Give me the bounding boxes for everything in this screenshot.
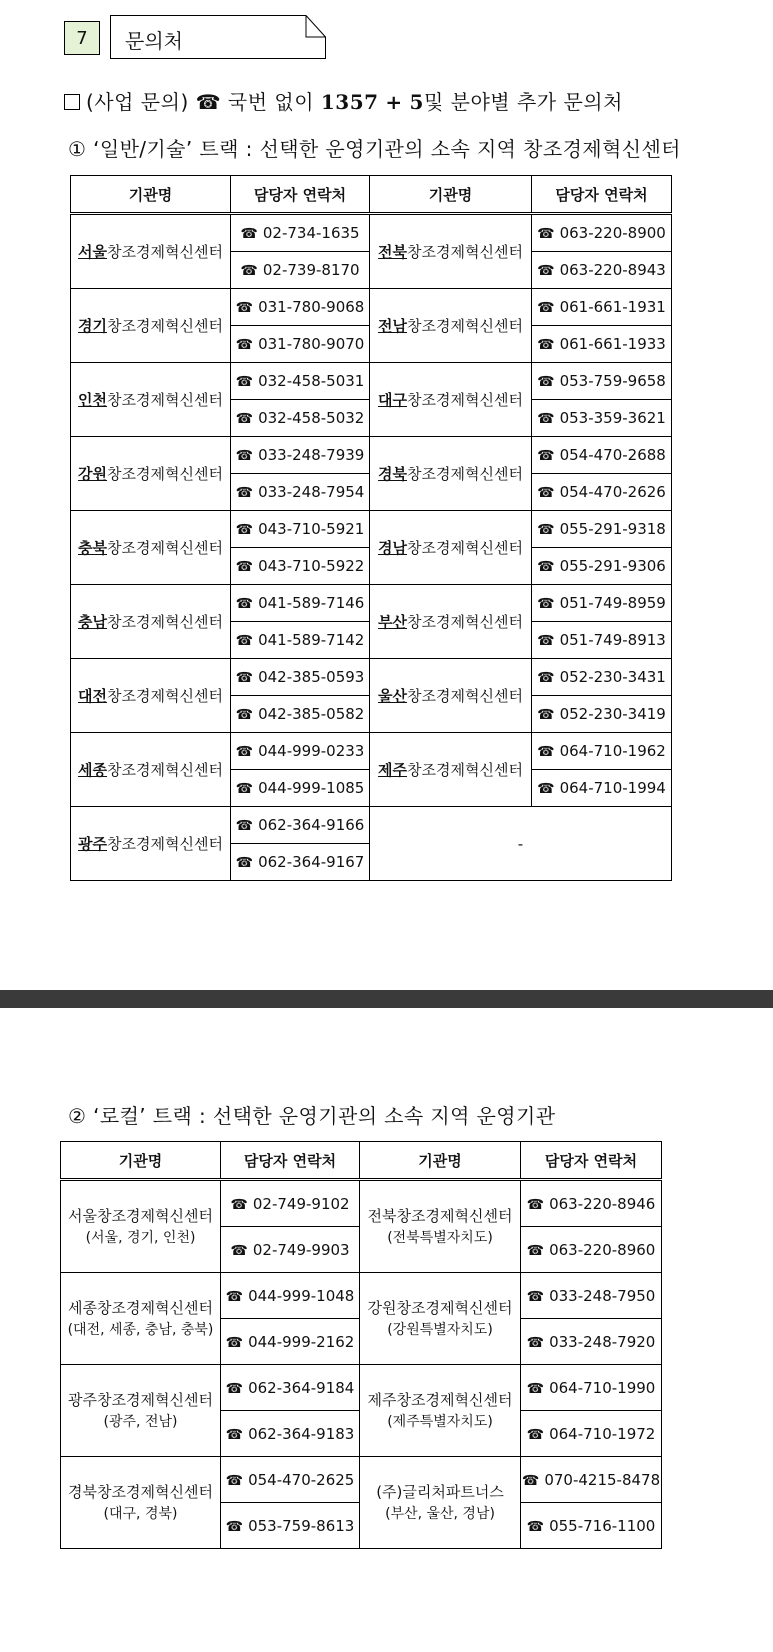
inquiry-text-after: 및 분야별 추가 문의처 xyxy=(423,90,623,114)
phone-number: 062-364-9167 xyxy=(258,853,365,871)
org-name-cell xyxy=(71,807,231,881)
telephone-icon: ☎ xyxy=(225,1518,244,1535)
contact-phone-cell xyxy=(221,1411,360,1457)
table-row xyxy=(71,733,672,770)
telephone-icon: ☎ xyxy=(537,411,555,427)
contact-phone-cell xyxy=(532,585,672,622)
org-suffix: 창조경제혁신센터 xyxy=(107,687,223,705)
phone-number: 031-780-9070 xyxy=(258,335,365,353)
telephone-icon: ☎ xyxy=(230,1196,248,1213)
section-title-box xyxy=(110,15,326,59)
org-suffix: 창조경제혁신센터 xyxy=(107,835,223,853)
contact-phone-cell xyxy=(231,585,370,622)
org-name-cell xyxy=(71,733,231,807)
inquiry-line xyxy=(64,86,623,115)
org-suffix: 창조경제혁신센터 xyxy=(407,243,523,261)
phone-number: 054-470-2688 xyxy=(559,446,666,464)
org-region: 제주 xyxy=(378,761,408,779)
org-name-cell xyxy=(360,1273,521,1365)
phone-number: 064-710-1962 xyxy=(559,742,666,760)
table-row xyxy=(71,363,672,400)
org-suffix: 창조경제혁신센터 xyxy=(407,465,523,483)
org-suffix: 창조경제혁신센터 xyxy=(107,465,223,483)
phone-number: 053-759-8613 xyxy=(248,1516,355,1535)
telephone-icon: ☎ xyxy=(537,670,555,686)
telephone-icon: ☎ xyxy=(537,300,555,316)
phone-number: 062-364-9166 xyxy=(258,816,365,834)
telephone-icon: ☎ xyxy=(537,485,555,501)
org-name-cell xyxy=(370,511,532,585)
header-org-name: 기관명 xyxy=(360,1142,521,1180)
phone-number: 042-385-0593 xyxy=(258,668,365,686)
contact-phone-cell xyxy=(532,770,672,807)
phone-number: 063-220-8946 xyxy=(549,1194,656,1213)
contact-phone-cell xyxy=(231,289,370,326)
inquiry-plus: + xyxy=(385,90,403,114)
phone-number: 052-230-3431 xyxy=(559,668,666,686)
telephone-icon: ☎ xyxy=(235,522,254,538)
phone-number: 02-734-1635 xyxy=(262,224,360,242)
phone-number: 033-248-7950 xyxy=(549,1286,656,1305)
org-name-cell xyxy=(61,1457,221,1549)
org-region: 경남 xyxy=(378,539,408,557)
phone-number: 042-385-0582 xyxy=(258,705,365,723)
org-region: 강원 xyxy=(78,465,108,483)
header-contact: 담당자 연락처 xyxy=(221,1142,360,1180)
telephone-icon: ☎ xyxy=(235,818,254,834)
org-name-cell xyxy=(61,1273,221,1365)
table-row xyxy=(71,289,672,326)
telephone-icon: ☎ xyxy=(537,374,555,390)
header-org-name: 기관명 xyxy=(370,176,532,214)
telephone-icon: ☎ xyxy=(537,559,555,575)
telephone-icon: ☎ xyxy=(235,374,254,390)
contact-phone-cell xyxy=(532,437,672,474)
phone-number: 043-710-5922 xyxy=(258,557,365,575)
telephone-icon: ☎ xyxy=(235,300,254,316)
org-coverage-region: (제주특별자치도) xyxy=(387,1413,493,1430)
telephone-icon: ☎ xyxy=(537,596,555,612)
phone-number: 032-458-5031 xyxy=(258,372,365,390)
contact-phone-cell xyxy=(231,437,370,474)
contact-phone-cell xyxy=(221,1227,360,1273)
contact-phone-cell xyxy=(231,474,370,511)
phone-number: 064-710-1994 xyxy=(559,779,666,797)
table-row xyxy=(61,1273,662,1319)
phone-number: 063-220-8943 xyxy=(559,261,666,279)
phone-number: 043-710-5921 xyxy=(258,520,365,538)
org-region: 울산 xyxy=(378,687,408,705)
contact-phone-cell xyxy=(532,474,672,511)
page-separator xyxy=(0,990,773,1008)
telephone-icon: ☎ xyxy=(225,1288,244,1305)
contact-phone-cell xyxy=(231,659,370,696)
table-row xyxy=(61,1365,662,1411)
telephone-icon: ☎ xyxy=(235,448,254,464)
telephone-icon: ☎ xyxy=(526,1380,545,1397)
telephone-icon: ☎ xyxy=(235,411,254,427)
phone-number: 041-589-7142 xyxy=(258,631,365,649)
org-name: 세종창조경제혁신센터 xyxy=(68,1298,213,1317)
org-region: 전북 xyxy=(378,243,408,261)
org-coverage-region: (부산, 울산, 경남) xyxy=(385,1505,495,1522)
phone-number: 02-749-9903 xyxy=(252,1240,350,1259)
telephone-icon: ☎ xyxy=(537,707,555,723)
contact-phone-cell xyxy=(521,1273,662,1319)
contact-phone-cell xyxy=(231,511,370,548)
contact-phone-cell xyxy=(231,770,370,807)
org-name-cell xyxy=(61,1180,221,1273)
phone-number: 055-291-9318 xyxy=(559,520,666,538)
telephone-icon: ☎ xyxy=(225,1380,244,1397)
org-name-cell xyxy=(71,585,231,659)
org-name: (주)글리처파트너스 xyxy=(376,1482,504,1501)
phone-number: 061-661-1931 xyxy=(559,298,666,316)
table-row xyxy=(71,659,672,696)
telephone-icon: ☎ xyxy=(526,1518,545,1535)
phone-number: 054-470-2626 xyxy=(559,483,666,501)
contact-phone-cell xyxy=(231,548,370,585)
org-suffix: 창조경제혁신센터 xyxy=(407,317,523,335)
phone-number: 062-364-9183 xyxy=(248,1424,355,1443)
contact-phone-cell xyxy=(521,1503,662,1549)
org-region: 충북 xyxy=(78,539,108,557)
telephone-icon: ☎ xyxy=(235,559,254,575)
org-name-cell xyxy=(370,733,532,807)
org-name: 광주창조경제혁신센터 xyxy=(68,1390,213,1409)
org-suffix: 창조경제혁신센터 xyxy=(407,391,523,409)
org-name-cell xyxy=(370,585,532,659)
contact-phone-cell xyxy=(521,1411,662,1457)
contact-phone-cell xyxy=(521,1319,662,1365)
org-name-cell xyxy=(370,214,532,289)
table-row xyxy=(71,214,672,252)
phone-number: 033-248-7920 xyxy=(549,1332,656,1351)
phone-number: 062-364-9184 xyxy=(248,1378,355,1397)
org-name-cell xyxy=(370,659,532,733)
contact-phone-cell xyxy=(532,252,672,289)
phone-number: 052-230-3419 xyxy=(559,705,666,723)
telephone-icon: ☎ xyxy=(526,1196,545,1213)
contact-phone-cell xyxy=(532,289,672,326)
phone-number: 044-999-2162 xyxy=(248,1332,355,1351)
table-row xyxy=(61,1180,662,1227)
contact-phone-cell xyxy=(231,622,370,659)
track2-contact-table xyxy=(60,1141,662,1549)
org-coverage-region: (서울, 경기, 인천) xyxy=(85,1229,196,1246)
header-org-name: 기관명 xyxy=(71,176,231,214)
phone-number: 055-716-1100 xyxy=(549,1516,656,1535)
contact-phone-cell xyxy=(532,326,672,363)
phone-number: 051-749-8959 xyxy=(559,594,666,612)
phone-number: 033-248-7954 xyxy=(258,483,365,501)
org-suffix: 창조경제혁신센터 xyxy=(107,761,223,779)
phone-number: 061-661-1933 xyxy=(559,335,666,353)
phone-number: 064-710-1990 xyxy=(549,1378,656,1397)
contact-phone-cell xyxy=(231,844,370,881)
org-coverage-region: (전북특별자치도) xyxy=(387,1229,493,1246)
org-region: 인천 xyxy=(78,391,108,409)
phone-number: 031-780-9068 xyxy=(258,298,365,316)
org-name-cell xyxy=(71,659,231,733)
org-name-cell xyxy=(71,511,231,585)
phone-number: 032-458-5032 xyxy=(258,409,365,427)
telephone-icon: ☎ xyxy=(235,744,254,760)
org-region: 대구 xyxy=(378,391,408,409)
org-region: 광주 xyxy=(78,835,108,853)
inquiry-prefix: (사업 문의) xyxy=(86,90,189,114)
contact-phone-cell xyxy=(231,400,370,437)
telephone-icon: ☎ xyxy=(537,226,555,242)
contact-phone-cell xyxy=(532,733,672,770)
inquiry-number-1357: 1357 xyxy=(320,90,379,114)
phone-number: 063-220-8960 xyxy=(549,1240,656,1259)
org-coverage-region: (강원특별자치도) xyxy=(387,1321,493,1338)
contact-phone-cell xyxy=(532,400,672,437)
org-region: 전남 xyxy=(378,317,408,335)
contact-phone-cell xyxy=(521,1457,662,1503)
telephone-icon: ☎ xyxy=(526,1426,545,1443)
header-contact: 담당자 연락처 xyxy=(231,176,370,214)
org-name: 제주창조경제혁신센터 xyxy=(367,1390,513,1409)
contact-phone-cell xyxy=(231,363,370,400)
telephone-icon: ☎ xyxy=(537,744,555,760)
contact-phone-cell xyxy=(231,252,370,289)
telephone-icon: ☎ xyxy=(526,1334,545,1351)
section-number: 7 xyxy=(64,21,100,55)
telephone-icon: ☎ xyxy=(521,1472,540,1489)
telephone-icon: ☎ xyxy=(235,781,254,797)
contact-phone-cell xyxy=(221,1273,360,1319)
org-name: 경북창조경제혁신센터 xyxy=(68,1482,213,1501)
contact-phone-cell xyxy=(532,659,672,696)
telephone-icon: ☎ xyxy=(235,855,254,871)
org-name-cell xyxy=(370,363,532,437)
contact-phone-cell xyxy=(231,214,370,252)
org-name-cell xyxy=(71,363,231,437)
phone-number: 044-999-1085 xyxy=(258,779,365,797)
org-suffix: 창조경제혁신센터 xyxy=(107,539,223,557)
telephone-icon: ☎ xyxy=(225,1426,244,1443)
telephone-icon: ☎ xyxy=(235,485,254,501)
table-row xyxy=(71,437,672,474)
telephone-icon: ☎ xyxy=(235,337,254,353)
org-suffix: 창조경제혁신센터 xyxy=(407,613,523,631)
contact-phone-cell xyxy=(521,1365,662,1411)
org-suffix: 창조경제혁신센터 xyxy=(407,761,523,779)
phone-number: 033-248-7939 xyxy=(258,446,365,464)
org-region: 세종 xyxy=(78,761,108,779)
contact-phone-cell xyxy=(521,1227,662,1273)
telephone-icon: ☎ xyxy=(235,596,254,612)
contact-phone-cell xyxy=(532,696,672,733)
telephone-icon: ☎ xyxy=(537,448,555,464)
org-coverage-region: (대구, 경북) xyxy=(103,1505,178,1522)
org-name: 서울창조경제혁신센터 xyxy=(68,1206,213,1225)
contact-phone-cell xyxy=(231,326,370,363)
org-name-cell xyxy=(360,1365,521,1457)
telephone-icon: ☎ xyxy=(526,1288,545,1305)
phone-number: 054-470-2625 xyxy=(248,1470,355,1489)
phone-number: 055-291-9306 xyxy=(559,557,666,575)
phone-number: 02-739-8170 xyxy=(262,261,360,279)
contact-phone-cell xyxy=(231,807,370,844)
org-region: 충남 xyxy=(78,613,108,631)
org-region: 경북 xyxy=(378,465,408,483)
phone-number: 064-710-1972 xyxy=(549,1424,656,1443)
track2-title: ② ‘로컬’ 트랙 : 선택한 운영기관의 소속 지역 운영기관 xyxy=(68,1104,556,1128)
org-suffix: 창조경제혁신센터 xyxy=(407,539,523,557)
org-region: 서울 xyxy=(78,243,108,261)
org-coverage-region: (대전, 세종, 충남, 충북) xyxy=(67,1321,214,1338)
org-name-cell xyxy=(370,289,532,363)
phone-number: 070-4215-8478 xyxy=(544,1470,661,1489)
org-name-cell xyxy=(71,289,231,363)
phone-number: 053-759-9658 xyxy=(559,372,666,390)
contact-phone-cell xyxy=(231,696,370,733)
section-title: 문의처 xyxy=(125,29,183,53)
contact-phone-cell xyxy=(221,1457,360,1503)
phone-number: 063-220-8900 xyxy=(559,224,666,242)
telephone-icon: ☎ xyxy=(537,522,555,538)
org-name-cell xyxy=(370,437,532,511)
telephone-icon: ☎ xyxy=(240,226,258,242)
org-region: 경기 xyxy=(78,317,108,335)
org-name: 강원창조경제혁신센터 xyxy=(367,1298,513,1317)
org-name-cell xyxy=(360,1180,521,1273)
table-row xyxy=(71,807,672,844)
phone-number: 041-589-7146 xyxy=(258,594,365,612)
header-contact: 담당자 연락처 xyxy=(521,1142,662,1180)
table-row xyxy=(61,1457,662,1503)
telephone-icon: ☎ xyxy=(235,670,254,686)
contact-phone-cell xyxy=(532,363,672,400)
phone-number: 044-999-0233 xyxy=(258,742,365,760)
contact-phone-cell xyxy=(221,1503,360,1549)
org-suffix: 창조경제혁신센터 xyxy=(107,391,223,409)
table-row xyxy=(71,585,672,622)
checkbox-square-icon xyxy=(64,94,80,110)
track1-title: ① ‘일반/기술’ 트랙 : 선택한 운영기관의 소속 지역 창조경제혁신센터 xyxy=(68,137,681,161)
contact-phone-cell xyxy=(532,622,672,659)
org-name: 전북창조경제혁신센터 xyxy=(367,1206,513,1225)
org-suffix: 창조경제혁신센터 xyxy=(407,687,523,705)
phone-number: 02-749-9102 xyxy=(252,1194,350,1213)
telephone-icon: ☎ xyxy=(537,633,555,649)
telephone-icon: ☎ xyxy=(526,1242,545,1259)
telephone-icon: ☎ xyxy=(225,1334,244,1351)
track1-contact-table xyxy=(70,175,672,881)
phone-number: 051-749-8913 xyxy=(559,631,666,649)
header-contact: 담당자 연락처 xyxy=(532,176,672,214)
telephone-icon: ☎ xyxy=(230,1242,248,1259)
contact-phone-cell xyxy=(231,733,370,770)
inquiry-number-5: 5 xyxy=(409,90,424,114)
org-suffix: 창조경제혁신센터 xyxy=(107,243,223,261)
telephone-icon: ☎ xyxy=(240,263,258,279)
inquiry-text-before: 국번 없이 xyxy=(227,90,315,114)
org-suffix: 창조경제혁신센터 xyxy=(107,613,223,631)
org-suffix: 창조경제혁신센터 xyxy=(107,317,223,335)
contact-phone-cell xyxy=(221,1180,360,1227)
contact-phone-cell xyxy=(532,214,672,252)
telephone-icon: ☎ xyxy=(537,781,555,797)
telephone-icon: ☎ xyxy=(537,263,555,279)
telephone-icon: ☎ xyxy=(537,337,555,353)
telephone-icon: ☎ xyxy=(235,633,254,649)
org-coverage-region: (광주, 전남) xyxy=(103,1413,178,1430)
contact-phone-cell xyxy=(521,1180,662,1227)
org-name-cell xyxy=(71,214,231,289)
telephone-icon: ☎ xyxy=(195,90,222,114)
telephone-icon: ☎ xyxy=(235,707,254,723)
contact-phone-cell xyxy=(221,1319,360,1365)
contact-phone-cell xyxy=(532,511,672,548)
org-region: 대전 xyxy=(78,687,108,705)
header-org-name: 기관명 xyxy=(61,1142,221,1180)
org-name-cell xyxy=(71,437,231,511)
org-region: 부산 xyxy=(378,613,408,631)
phone-number: 053-359-3621 xyxy=(559,409,666,427)
empty-cell: - xyxy=(370,807,672,881)
contact-phone-cell xyxy=(221,1365,360,1411)
contact-phone-cell xyxy=(532,548,672,585)
telephone-icon: ☎ xyxy=(225,1472,244,1489)
phone-number: 044-999-1048 xyxy=(248,1286,355,1305)
table-row xyxy=(71,511,672,548)
org-name-cell xyxy=(360,1457,521,1549)
org-name-cell xyxy=(61,1365,221,1457)
